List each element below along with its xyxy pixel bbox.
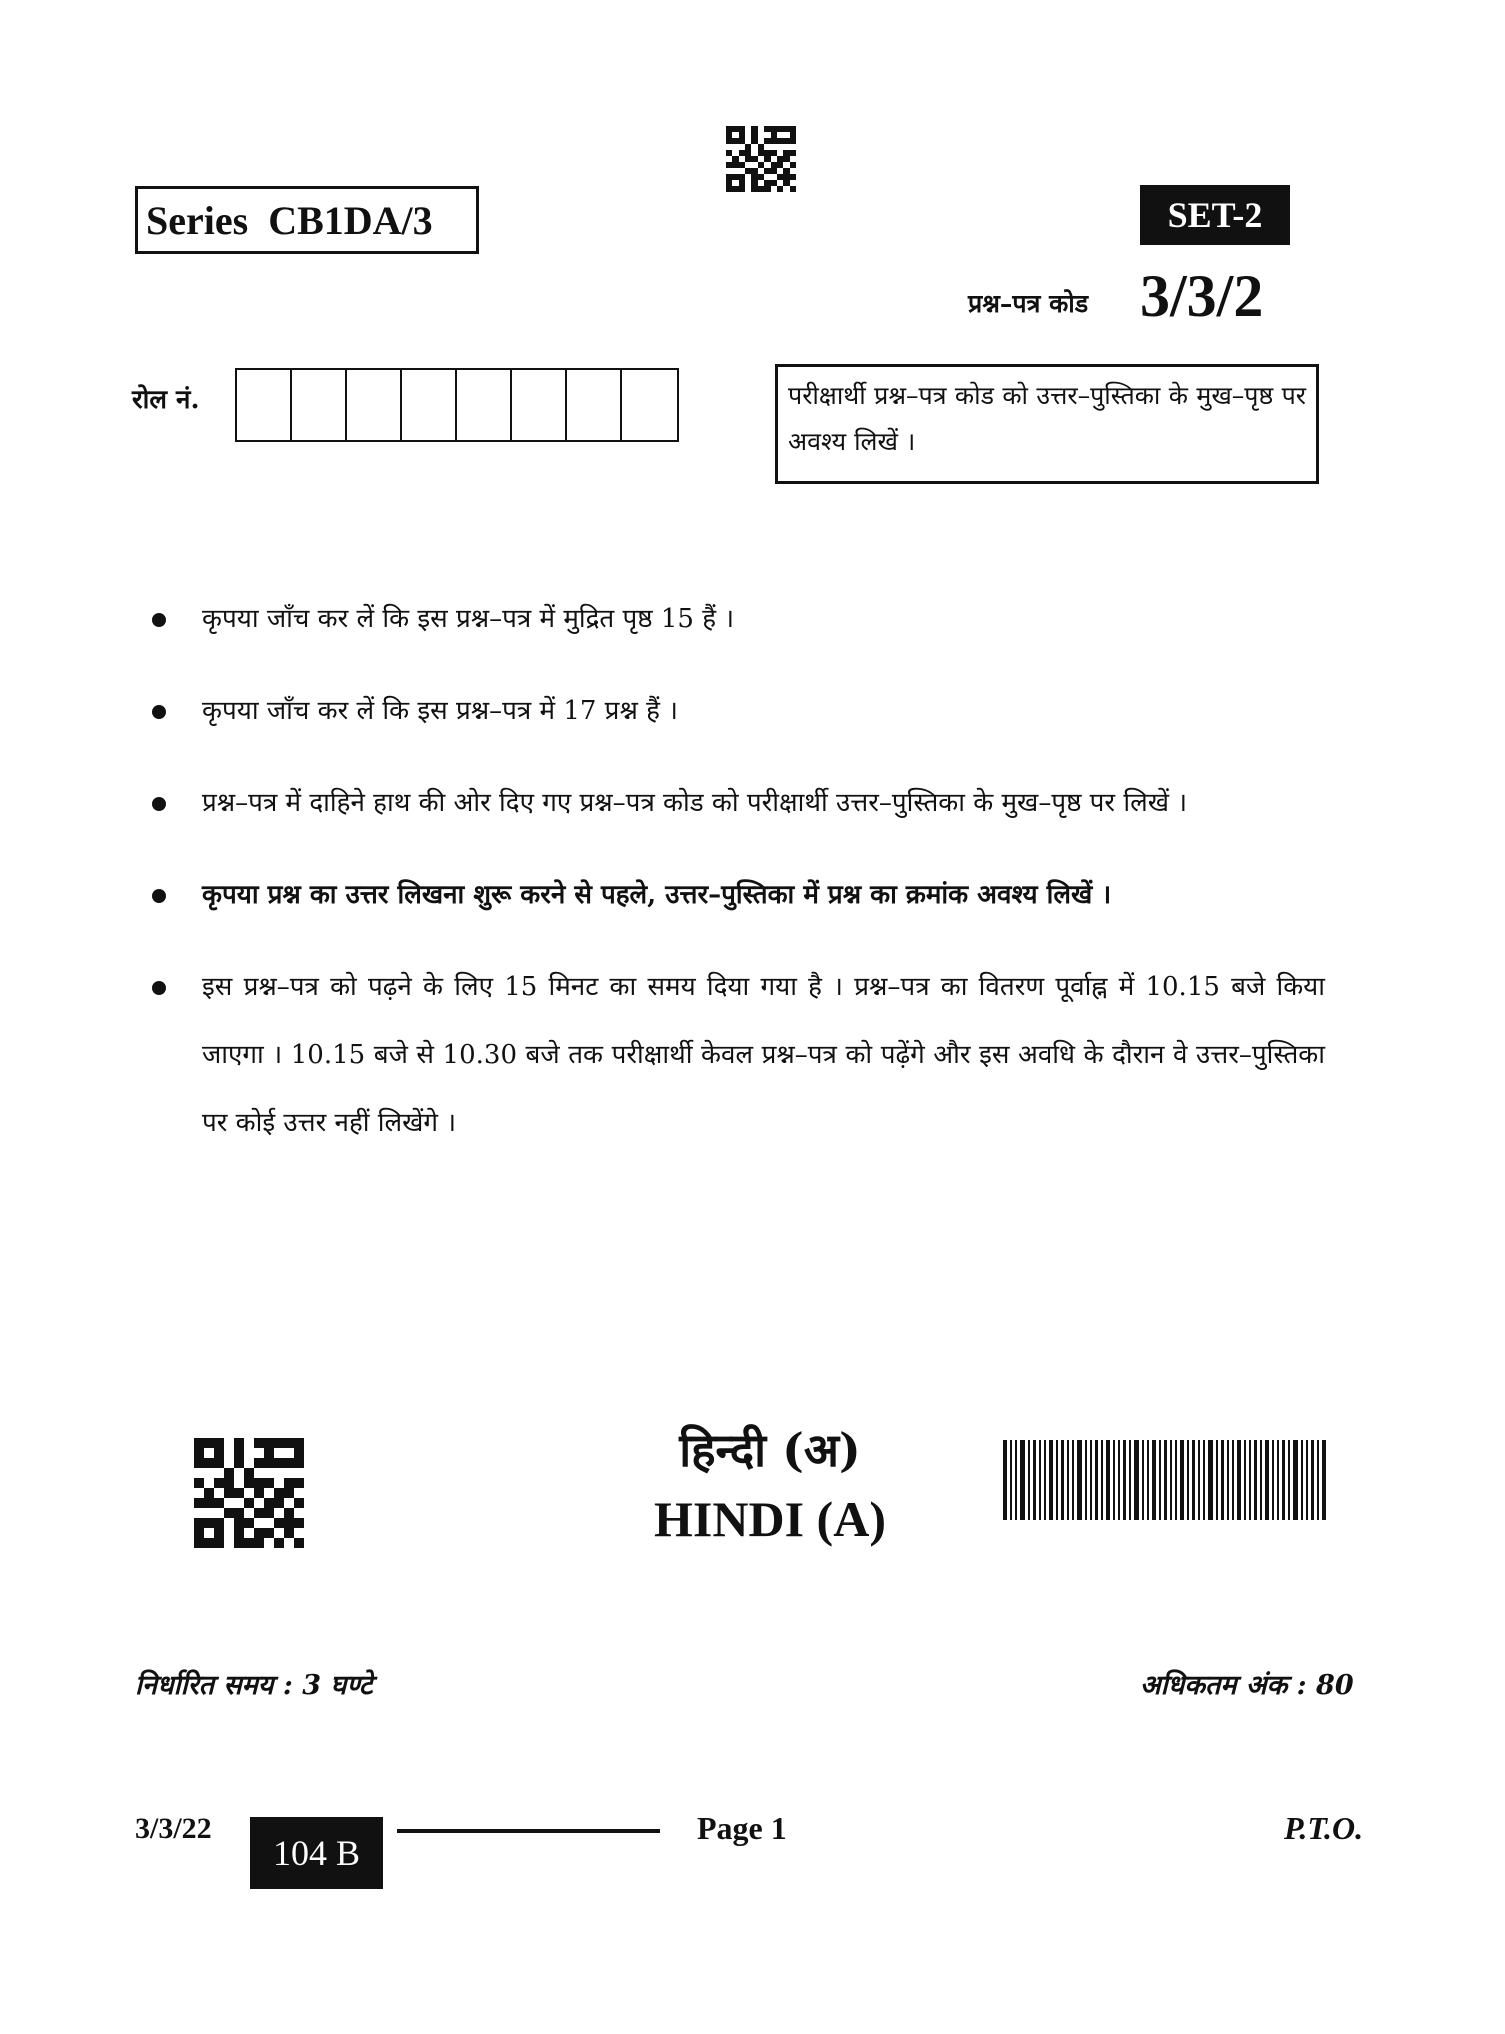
barcode-bar [1192,1440,1195,1520]
barcode-bar [1033,1440,1036,1520]
barcode-bar [1260,1440,1262,1520]
barcode-bar [1101,1440,1103,1520]
barcode-bar [1203,1440,1205,1520]
instructions-list [145,585,1325,1157]
barcode-bar [1134,1440,1139,1520]
barcode-bar [1061,1440,1064,1520]
barcode-bar [1020,1440,1025,1520]
instruction-item [145,953,1325,1157]
barcode-bar [1142,1440,1144,1520]
barcode-bar [1039,1440,1041,1520]
barcode-bar [1113,1440,1115,1520]
instruction-item [145,677,1325,745]
barcode-bar [1044,1440,1046,1520]
barcode-bar [1293,1440,1298,1520]
barcode-bar [1265,1440,1269,1520]
barcode-bar [1067,1440,1069,1520]
barcode-bar [1254,1440,1257,1520]
bullet-icon [152,889,166,903]
instruction-text: कृपया प्रश्न का उत्तर लिखना शुरू करने से पहले, उत्तर–पुस्तिका में प्रश्न का क्रमांक अवश्य लिखें । [202,880,1112,910]
barcode-bar [1282,1440,1285,1520]
barcode-bar [1216,1440,1218,1520]
barcode-bar [1227,1440,1229,1520]
barcode-bar [1244,1440,1246,1520]
instruction-text: प्रश्न–पत्र में दाहिने हाथ की ओर दिए गए प्रश्न–पत्र कोड को परीक्षार्थी उत्तर–पुस्तिका के मुख–पृष्ठ पर लिखें । [202,788,1188,818]
barcode-bar [1010,1440,1012,1520]
maximum-marks: अधिकतम अंक : 80 [1140,1670,1354,1701]
instruction-item [145,769,1325,837]
barcode-bar [1322,1440,1326,1520]
instruction-item [145,861,1325,929]
barcode-bar [1147,1440,1149,1520]
barcode-bar [1106,1440,1110,1520]
paper-code: 3/3/2 [1140,263,1264,329]
bullet-icon [152,981,166,995]
barcode-bar [1095,1440,1098,1520]
barcode-bar [1277,1440,1279,1520]
barcode-bar [1049,1440,1053,1520]
barcode-bar [1198,1440,1200,1520]
set-badge: SET-2 [1140,185,1290,245]
page-number: Page 1 [697,1810,787,1846]
barcode-bar [1129,1440,1131,1520]
roll-number-label: रोल नं. [132,385,200,415]
barcode-bar [1237,1440,1241,1520]
barcode-bar [1123,1440,1126,1520]
barcode-bar [1090,1440,1092,1520]
paper-code-label: प्रश्न–पत्र कोड [968,289,1089,318]
paper-code-note: परीक्षार्थी प्रश्न–पत्र कोड को उत्तर–पुस्तिका के मुख–पृष्ठ पर अवश्य लिखें । [775,364,1319,484]
instruction-text: इस प्रश्न–पत्र को पढ़ने के लिए 15 मिनट का समय दिया गया है । प्रश्न–पत्र का वितरण पूर्वाह्न में 10.15 बजे किया जाएगा । 10.15 बजे से 10.30 बजे तक परीक्षार्थी केवल प्रश्न–पत्र को पढ़ेंगे और इस अवधि के दौरान वे उत्तर–पुस्तिका पर कोई उत्तर नहीं लिखेंगे । [202,972,1325,1138]
barcode [1003,1440,1363,1520]
barcode-bar [1221,1440,1224,1520]
roll-number-cell[interactable] [457,370,512,440]
subject-title-english: HINDI (A) [654,1491,886,1547]
bullet-icon [152,797,166,811]
barcode-bar [1118,1440,1120,1520]
barcode-bar [1288,1440,1290,1520]
roll-number-cell[interactable] [292,370,347,440]
instruction-text: कृपया जाँच कर लें कि इस प्रश्न–पत्र में मुद्रित पृष्ठ 15 हैं । [202,604,735,634]
barcode-bar [1152,1440,1156,1520]
barcode-bar [1311,1440,1314,1520]
bullet-icon [152,705,166,719]
barcode-bar [1164,1440,1167,1520]
bullet-icon [152,613,166,627]
instruction-text: कृपया जाँच कर लें कि इस प्रश्न–पत्र में 17 प्रश्न हैं । [202,696,679,726]
barcode-bar [1072,1440,1074,1520]
subject-qr-code [194,1438,304,1548]
barcode-bar [1187,1440,1189,1520]
barcode-bar [1301,1440,1303,1520]
barcode-bar [1015,1440,1017,1520]
barcode-bar [1306,1440,1308,1520]
barcode-bar [1170,1440,1172,1520]
roll-number-cell[interactable] [347,370,402,440]
roll-number-cell[interactable] [402,370,457,440]
top-qr-code [726,126,796,192]
footer-box: 104 B [250,1817,383,1889]
barcode-bar [1317,1440,1319,1520]
series-label: Series CB1DA/3 [135,186,479,254]
instruction-item [145,585,1325,653]
barcode-bar [1249,1440,1251,1520]
barcode-bar [1003,1440,1007,1520]
barcode-bar [1077,1440,1082,1520]
roll-number-boxes [235,368,679,442]
roll-number-cell[interactable] [512,370,567,440]
barcode-bar [1180,1440,1184,1520]
pto-label: P.T.O. [1284,1810,1364,1846]
barcode-bar [1208,1440,1213,1520]
footer-code: 3/3/22 [135,1812,212,1845]
time-allowed: निर्धारित समय : 3 घण्टे [135,1670,373,1701]
roll-number-cell[interactable] [237,370,292,440]
footer-rule [397,1829,660,1833]
barcode-bar [1272,1440,1274,1520]
barcode-bar [1159,1440,1161,1520]
roll-number-cell[interactable] [622,370,677,440]
subject-title-hindi: हिन्दी (अ) [679,1423,861,1477]
barcode-bar [1056,1440,1058,1520]
barcode-bar [1175,1440,1177,1520]
roll-number-cell[interactable] [567,370,622,440]
barcode-bar [1232,1440,1234,1520]
barcode-bar [1085,1440,1087,1520]
barcode-bar [1028,1440,1030,1520]
